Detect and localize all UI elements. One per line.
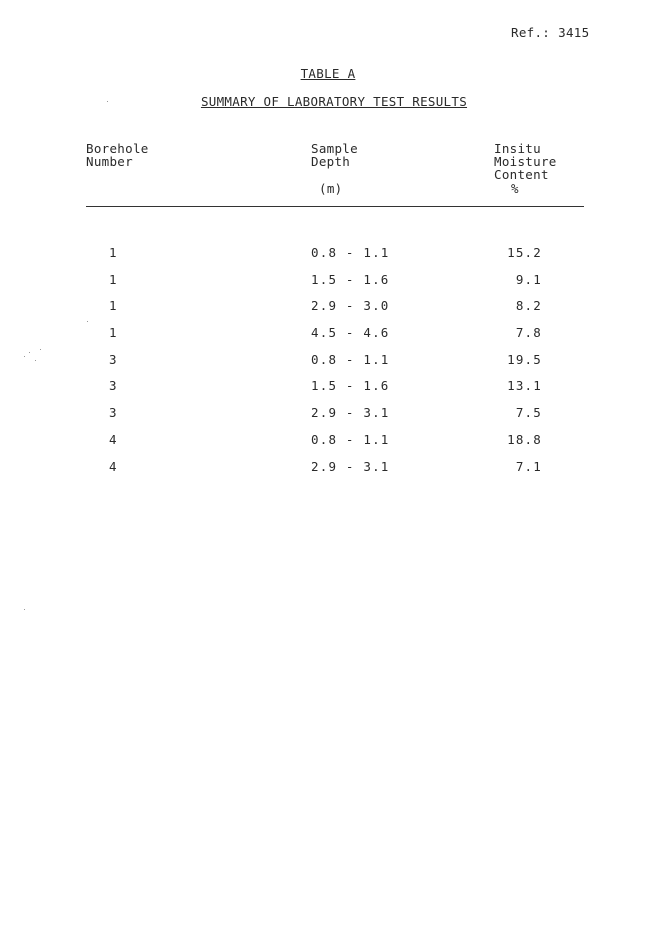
reference-label: Ref.: [511,25,551,40]
borehole-cell: 3 [109,405,117,421]
scan-speck [24,609,25,610]
table-row [0,245,656,272]
moisture-cell: 15.2 [507,245,542,260]
reference-number: 3415 [558,25,590,40]
header-moisture-line3: Content [494,167,549,182]
header-borehole-line1: Borehole [86,141,149,156]
table-title: TABLE A [300,66,356,81]
moisture-cell: 9.1 [515,271,542,287]
header-depth-line1: Sample [311,141,358,156]
header-moisture-content [494,142,557,181]
moisture-cell: 13.1 [507,378,542,394]
header-depth-unit: (m) [319,181,343,196]
results-table-body [0,245,656,485]
table-row [0,459,656,486]
header-divider [86,206,584,207]
borehole-cell: 1 [109,245,117,260]
table-row [0,352,656,379]
moisture-cell: 7.5 [515,405,542,421]
borehole-cell: 1 [109,271,117,287]
depth-cell: 2.9 - 3.1 [311,458,390,474]
table-row [0,378,656,405]
scan-speck [40,349,41,350]
table-row [0,298,656,325]
header-moisture-line1: Insitu [494,141,541,156]
scan-speck [35,360,36,361]
moisture-cell: 7.8 [515,325,542,341]
header-moisture-unit: % [511,181,519,196]
table-subtitle: SUMMARY OF LABORATORY TEST RESULTS [200,94,468,109]
scan-speck [24,356,25,357]
table-row [0,405,656,432]
borehole-cell: 4 [109,458,117,474]
borehole-cell: 3 [109,351,117,367]
depth-cell: 2.9 - 3.1 [311,405,390,421]
moisture-cell: 8.2 [515,298,542,314]
depth-cell: 1.5 - 1.6 [311,271,390,287]
header-borehole-line2: Number [86,154,133,169]
depth-cell: 0.8 - 1.1 [311,351,390,367]
header-moisture-line2: Moisture [494,154,557,169]
moisture-cell: 18.8 [507,431,542,447]
depth-cell: 1.5 - 1.6 [311,378,390,394]
borehole-cell: 3 [109,378,117,394]
depth-cell: 0.8 - 1.1 [311,431,390,447]
borehole-cell: 4 [109,431,117,447]
header-depth-line2: Depth [311,154,351,169]
header-borehole-number [86,142,149,168]
moisture-cell: 7.1 [515,458,542,474]
borehole-cell: 1 [109,325,117,341]
table-row [0,432,656,459]
scan-speck [29,352,30,353]
header-sample-depth [311,142,358,168]
depth-cell: 0.8 - 1.1 [311,245,390,260]
depth-cell: 2.9 - 3.0 [311,298,390,314]
table-row [0,325,656,352]
scan-speck [107,101,108,102]
depth-cell: 4.5 - 4.6 [311,325,390,341]
reference-line [511,25,589,40]
borehole-cell: 1 [109,298,117,314]
table-row [0,272,656,299]
scan-speck [87,321,88,322]
moisture-cell: 19.5 [507,351,542,367]
